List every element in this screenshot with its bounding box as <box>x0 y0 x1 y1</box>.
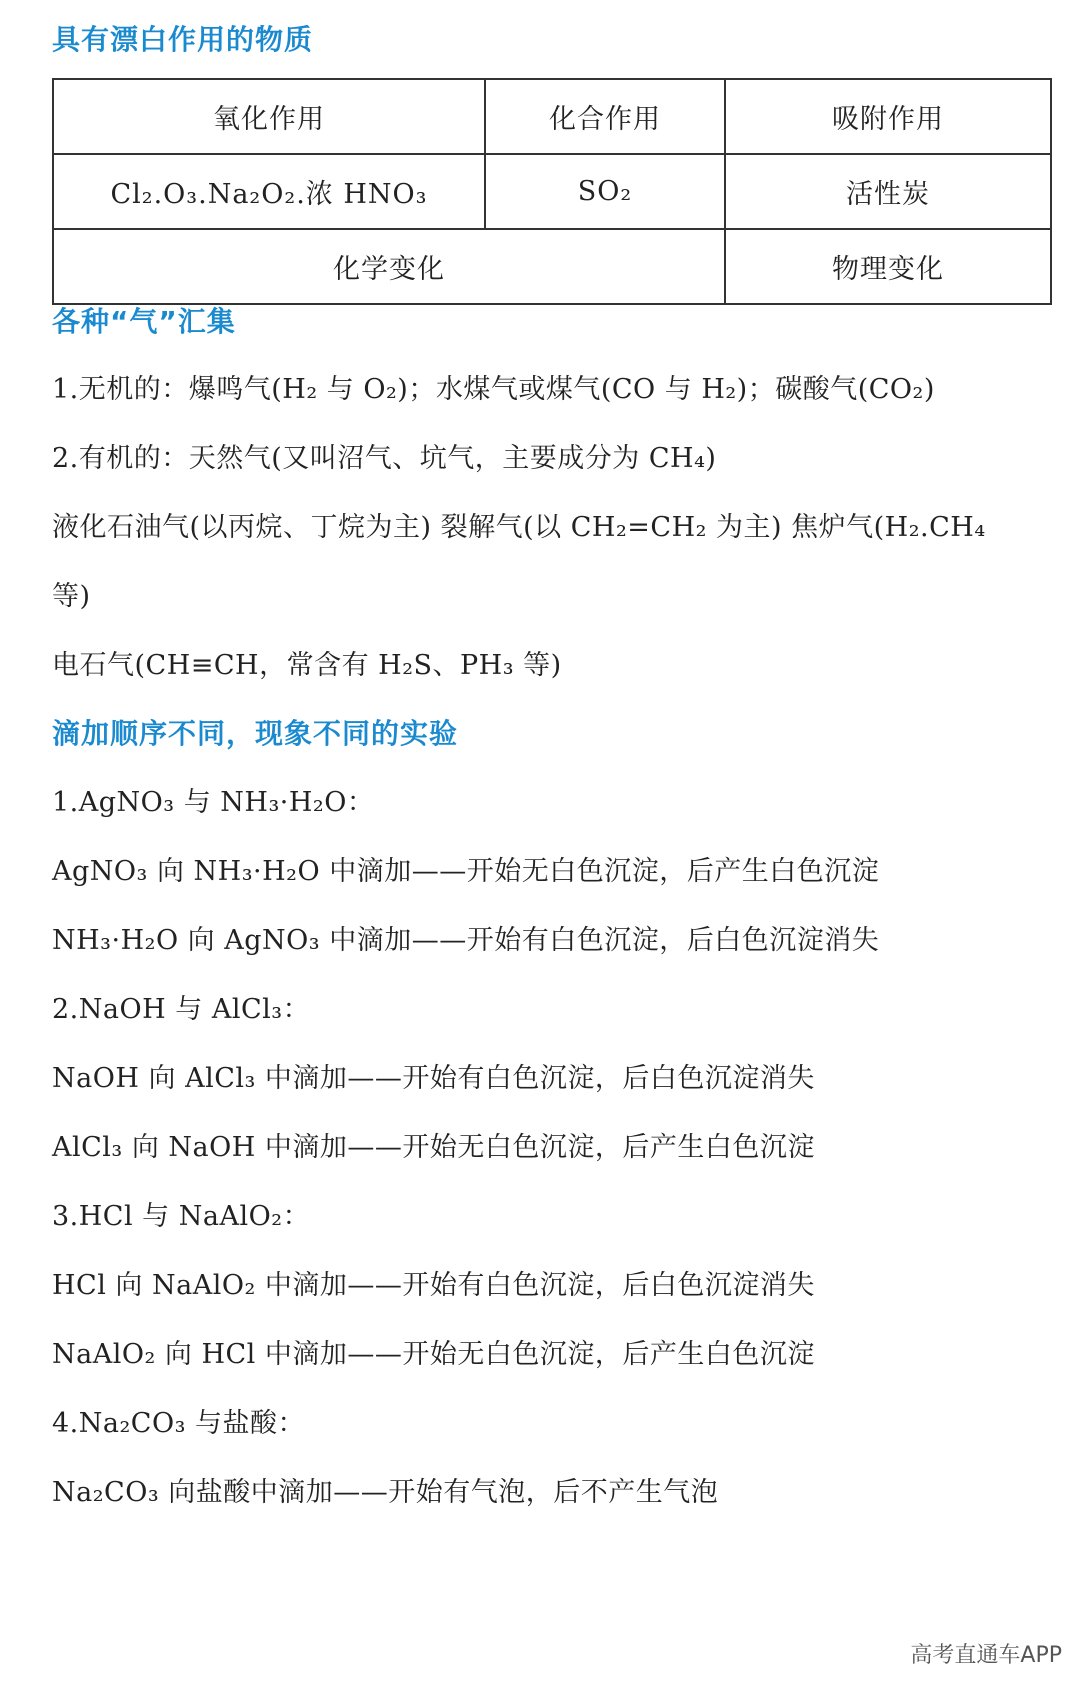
table-cell: Cl₂.O₃.Na₂O₂.浓 HNO₃ <box>53 154 485 229</box>
text-line: 1.AgNO₃ 与 NH₃·H₂O： <box>52 787 375 818</box>
bleaching-table <box>52 78 1052 305</box>
text-line: 等) <box>52 581 91 612</box>
table-cell: SO₂ <box>485 154 725 229</box>
text-line: NaAlO₂ 向 HCl 中滴加——开始无白色沉淀，后产生白色沉淀 <box>52 1339 815 1370</box>
watermark-text: 高考直通车APP <box>910 1643 1062 1668</box>
text-line: 2.有机的：天然气(又叫沼气、坑气，主要成分为 CH₄) <box>52 443 717 474</box>
table-cell: 活性炭 <box>725 154 1051 229</box>
table-row <box>53 79 1051 154</box>
section-heading-gases: 各种“气”汇集 <box>52 305 236 338</box>
table-header-cell: 化合作用 <box>485 79 725 154</box>
table-row <box>53 229 1051 304</box>
section-heading-bleaching: 具有漂白作用的物质 <box>52 23 314 56</box>
text-line: NaOH 向 AlCl₃ 中滴加——开始有白色沉淀，后白色沉淀消失 <box>52 1063 815 1094</box>
text-line: 2.NaOH 与 AlCl₃： <box>52 994 311 1025</box>
text-line: 液化石油气(以丙烷、丁烷为主) 裂解气(以 CH₂=CH₂ 为主) 焦炉气(H₂.CH₄ <box>52 512 986 543</box>
text-line: 1.无机的：爆鸣气(H₂ 与 O₂)；水煤气或煤气(CO 与 H₂)；碳酸气(CO₂) <box>52 374 935 405</box>
table-header-cell: 氧化作用 <box>53 79 485 154</box>
table-header-cell: 吸附作用 <box>725 79 1051 154</box>
text-line: AgNO₃ 向 NH₃·H₂O 中滴加——开始无白色沉淀，后产生白色沉淀 <box>52 856 880 887</box>
text-line: HCl 向 NaAlO₂ 中滴加——开始有白色沉淀，后白色沉淀消失 <box>52 1270 815 1301</box>
table-cell: 化学变化 <box>53 229 725 304</box>
text-line: NH₃·H₂O 向 AgNO₃ 中滴加——开始有白色沉淀，后白色沉淀消失 <box>52 925 880 956</box>
text-line: 4.Na₂CO₃ 与盐酸： <box>52 1408 306 1439</box>
text-line: 3.HCl 与 NaAlO₂： <box>52 1201 311 1232</box>
section-heading-experiments: 滴加顺序不同，现象不同的实验 <box>52 717 459 750</box>
table-cell: 物理变化 <box>725 229 1051 304</box>
table-row <box>53 154 1051 229</box>
text-line: 电石气(CH≡CH，常含有 H₂S、PH₃ 等) <box>52 650 562 681</box>
text-line: AlCl₃ 向 NaOH 中滴加——开始无白色沉淀，后产生白色沉淀 <box>52 1132 815 1163</box>
text-line: Na₂CO₃ 向盐酸中滴加——开始有气泡，后不产生气泡 <box>52 1477 719 1508</box>
